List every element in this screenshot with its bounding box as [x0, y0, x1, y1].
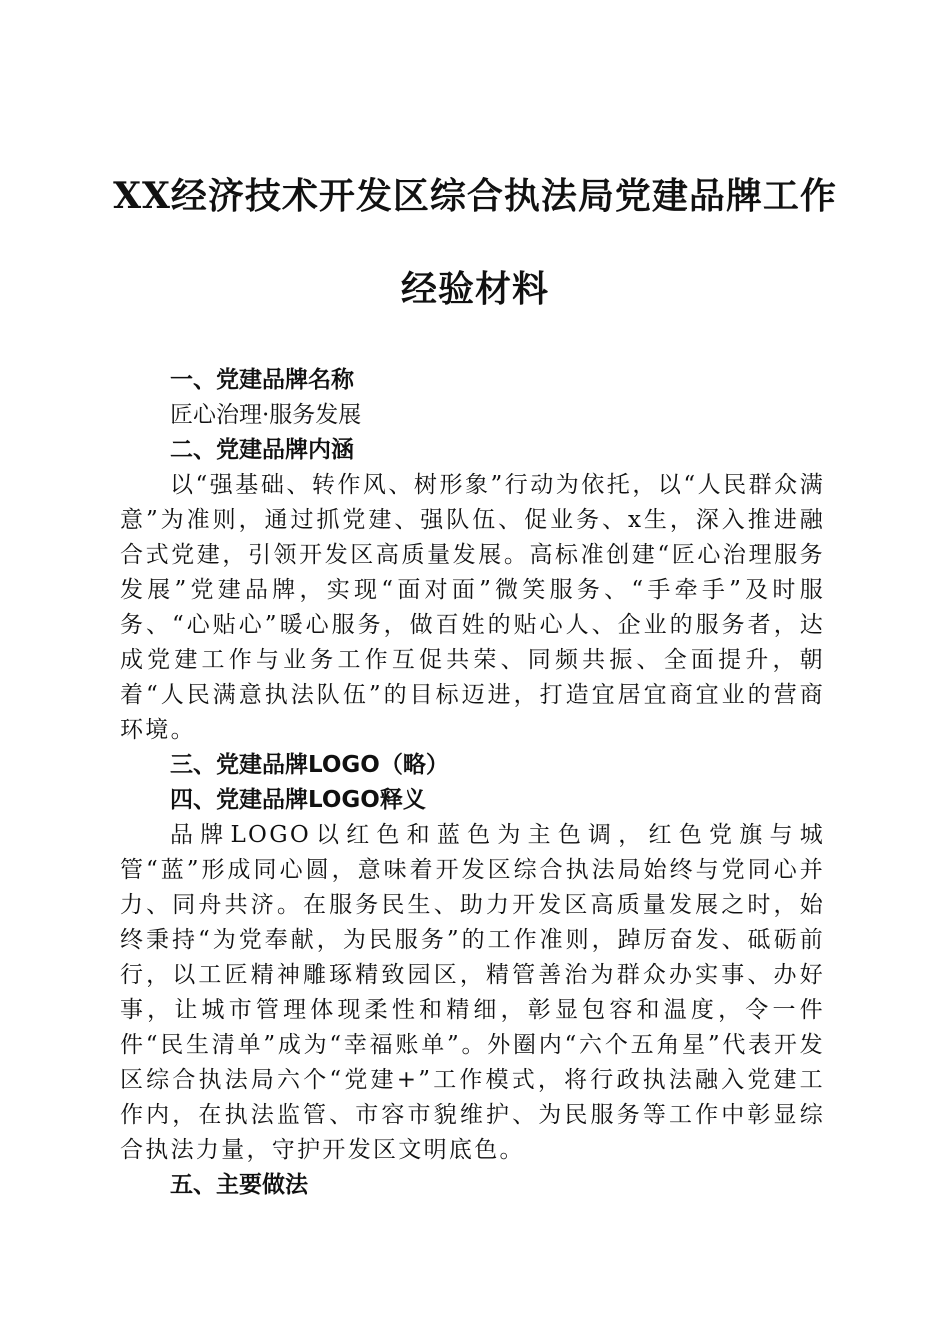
section-heading-brand-connotation: 二、党建品牌内涵 — [170, 437, 354, 463]
section-heading-main-practices: 五、主要做法 — [170, 1172, 308, 1198]
section-heading-logo-interpretation: 四、党建品牌LOGO释义 — [170, 787, 426, 813]
brand-connotation-paragraph: 以“强基础、转作风、树形象”行动为依托，以“人民群众满意”为准则，通过抓党建、强队伍、促业务、x生，深入推进融合式党建，引领开发区高质量发展。高标准创建“匠心治理服务发展”党建品牌，实现“面对面”微笑服务、“手牵手”及时服务、“心贴心”暖心服务，做百姓的贴心人、企业的服务者，达成党建工作与业务工作互促共荣、同频共振、全面提升，朝着“人民满意执法队伍”的目标迈进，打造宜居宜商宜业的营商环境。 — [120, 472, 825, 743]
section-heading-brand-name: 一、党建品牌名称 — [170, 367, 354, 393]
section-heading-brand-logo: 三、党建品牌LOGO（略） — [170, 752, 449, 778]
document-title-line-2: 经验材料 — [400, 268, 549, 310]
brand-name-text: 匠心治理·服务发展 — [170, 402, 362, 428]
document-body — [120, 363, 825, 1203]
document-title-line-1: XX经济技术开发区综合执法局党建品牌工作 — [113, 175, 837, 217]
logo-interpretation-paragraph: 品牌LOGO以红色和蓝色为主色调，红色党旗与城管“蓝”形成同心圆，意味着开发区综合执法局始终与党同心并力、同舟共济。在服务民生、助力开发区高质量发展之时，始终秉持“为党奉献，为民服务”的工作准则，踔厉奋发、砥砺前行，以工匠精神雕琢精致园区，精管善治为群众办实事、办好事，让城市管理体现柔性和精细，彰显包容和温度，令一件件“民生清单”成为“幸福账单”。外圈内“六个五角星”代表开发区综合执法局六个“党建+”工作模式，将行政执法融入党建工作内，在执法监管、市容市貌维护、为民服务等工作中彰显综合执法力量，守护开发区文明底色。 — [120, 822, 825, 1163]
